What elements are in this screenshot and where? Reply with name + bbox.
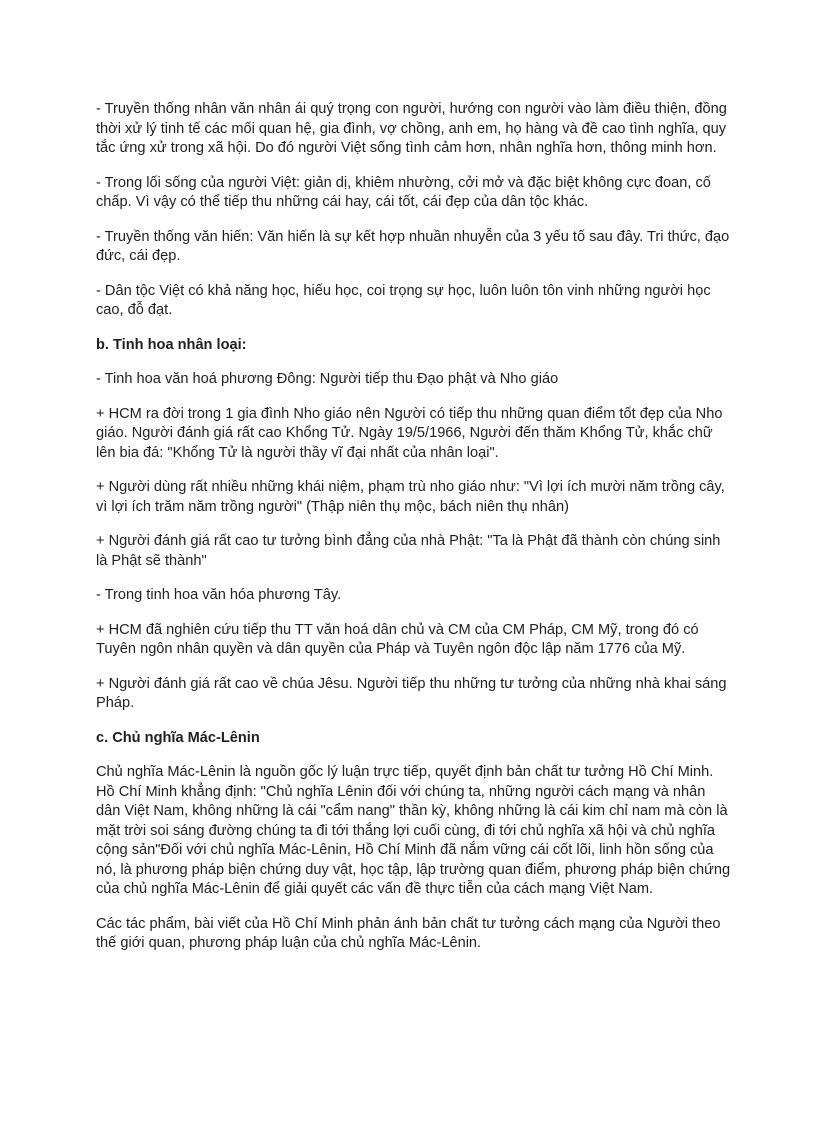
paragraph-lifestyle: - Trong lối sống của người Việt: giản dị, khiêm nhường, cởi mở và đặc biệt không cực đoan, cố chấp. Vì vậy có thể tiếp thu những cái hay, cái tốt, cái đẹp của dân tộc khác. [96, 174, 711, 210]
paragraph-confucian-concepts: + Người dùng rất nhiều những khái niệm, phạm trù nho giáo như: "Vì lợi ích mười năm trồng cây, vì lợi ích trăm năm trồng người" (Thập niên thụ mộc, bách niên thụ nhân) [96, 479, 725, 515]
paragraph-revolutions: + HCM đã nghiên cứu tiếp thu TT văn hoá dân chủ và CM của CM Pháp, CM Mỹ, trong đó có Tuyên ngôn nhân quyền và dân quyền của Pháp và Tuyên ngôn độc lập năm 1776 của Mỹ. [96, 621, 699, 657]
paragraph-confucianism: + HCM ra đời trong 1 gia đình Nho giáo nên Người có tiếp thu những quan điểm tốt đẹp của Nho giáo. Người đánh giá rất cao Khổng Tử. Ngày 19/5/1966, Người đến thăm Khổng Tử, khắc chữ lên bia đá: "Khổng Tử là người thầy vĩ đại nhất của nhân loại". [96, 405, 723, 461]
paragraph-buddhism: + Người đánh giá rất cao tư tưởng bình đẳng của nhà Phật: "Ta là Phật đã thành còn chúng sinh là Phật sẽ thành" [96, 533, 721, 569]
paragraph-eastern-culture: - Tinh hoa văn hoá phương Đông: Người tiếp thu Đạo phật và Nho giáo [96, 371, 559, 387]
section-heading-human-quintessence: b. Tinh hoa nhân loại: [96, 336, 247, 353]
section-heading-marxism-leninism: c. Chủ nghĩa Mác-Lênin [96, 729, 260, 746]
paragraph-works: Các tác phẩm, bài viết của Hồ Chí Minh phản ánh bản chất tư tưởng cách mạng của Người theo thế giới quan, phương pháp luận của chủ nghĩa Mác-Lênin. [96, 915, 721, 951]
paragraph-western-culture: - Trong tinh hoa văn hóa phương Tây. [96, 587, 342, 603]
paragraph-studiousness: - Dân tộc Việt có khả năng học, hiếu học, coi trọng sự học, luôn luôn tôn vinh những người học cao, đỗ đạt. [96, 282, 711, 318]
paragraph-enlightenment: + Người đánh giá rất cao về chúa Jêsu. Người tiếp thu những tư tưởng của những nhà khai sáng Pháp. [96, 675, 727, 711]
paragraph-cultural-tradition: - Truyền thống văn hiến: Văn hiến là sự kết hợp nhuần nhuyễn của 3 yếu tố sau đây. Tri thức, đạo đức, cái đẹp. [96, 228, 730, 264]
paragraph-humanist-tradition: - Truyền thống nhân văn nhân ái quý trọng con người, hướng con người vào làm điều thiện, đồng thời xử lý tinh tế các mối quan hệ, gia đình, vợ chồng, anh em, họ hàng và đề cao tình nghĩa, quy tắc ứng xử trong xã hội. Do đó người Việt sống tình cảm hơn, nhân nghĩa hơn, thông minh hơn. [96, 101, 727, 156]
paragraph-marxism-source: Chủ nghĩa Mác-Lênin là nguồn gốc lý luận trực tiếp, quyết định bản chất tư tưởng Hồ Chí Minh. Hồ Chí Minh khẳng định: "Chủ nghĩa Lênin đối với chúng ta, những người cách mạng và nhân dân Việt Nam, không những là cái "cẩm nang" thần kỳ, không những là cái kim chỉ nam mà còn là mặt trời soi sáng đường chúng ta đi tới thắng lợi cuối cùng, đi tới chủ nghĩa xã hội và chủ nghĩa cộng sản"Đối với chủ nghĩa Mác-Lênin, Hồ Chí Minh đã nắm vững cái cốt lõi, linh hồn sống của nó, là phương pháp biện chứng duy vật, học tập, lập trường quan điểm, phương pháp biện chứng của chủ nghĩa Mác-Lênin để giải quyết các vấn đề thực tiễn của cách mạng Việt Nam. [96, 764, 731, 897]
document-body [96, 100, 732, 969]
